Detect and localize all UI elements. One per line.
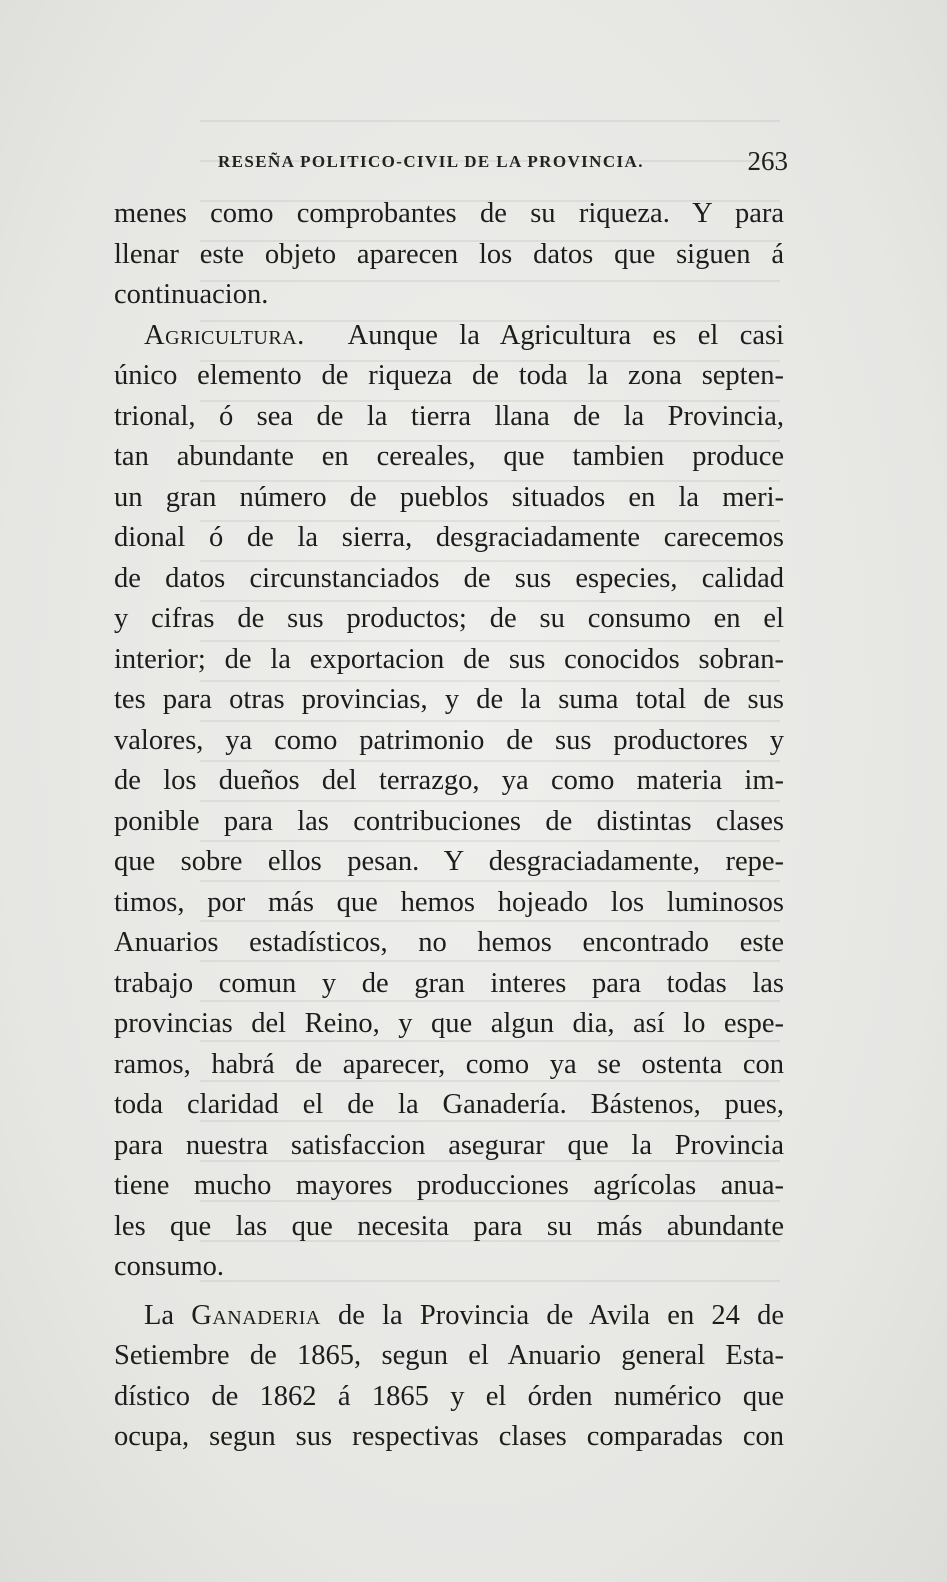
section-head-ganaderia: Ganaderia <box>191 1299 321 1331</box>
text-line: toda claridad el de la Ganadería. Bástenos, pues, <box>114 1089 784 1120</box>
text-line: tiene mucho mayores producciones agrícolas anua- <box>114 1170 784 1201</box>
text-line: ramos, habrá de aparecer, como ya se ostenta con <box>114 1048 784 1080</box>
text-line: Aunque la Agricultura es el casi <box>347 319 785 351</box>
ganaderia-prefix: La <box>144 1299 175 1331</box>
text-line: continuacion. <box>114 279 269 310</box>
text-line: les que las que necesita para su más abundante <box>114 1210 784 1242</box>
text-line: ocupa, segun sus respectivas clases comparadas con <box>114 1421 784 1452</box>
text-line: de los dueños del terrazgo, ya como materia im- <box>114 765 784 796</box>
text-line: de datos circunstanciados de sus especies, calidad <box>114 562 784 594</box>
text-line: dístico de 1862 á 1865 y el órden numérico que <box>114 1380 784 1412</box>
text-line: valores, ya como patrimonio de sus productores y <box>114 724 784 756</box>
text-line: tes para otras provincias, y de la suma total de sus <box>114 684 784 715</box>
text-line: trional, ó sea de la tierra llana de la Provincia, <box>114 400 784 432</box>
text-line: interior; de la exportacion de sus conocidos sobran- <box>114 643 784 675</box>
text-line: Anuarios estadísticos, no hemos encontrado este <box>114 927 784 958</box>
text-line: único elemento de riqueza de toda la zona septen- <box>114 360 784 391</box>
text-line: dional ó de la sierra, desgraciadamente carecemos <box>114 522 784 553</box>
text-line: de la Provincia de Avila en 24 de <box>338 1299 785 1331</box>
text-line: ponible para las contribuciones de distintas clases <box>114 805 784 837</box>
body-text <box>114 194 784 1458</box>
running-head: RESEÑA POLITICO-CIVIL DE LA PROVINCIA. <box>218 152 644 171</box>
text-line: para nuestra satisfaccion asegurar que la Provincia <box>114 1129 784 1161</box>
page-number: 263 <box>747 146 788 176</box>
text-line: y cifras de sus productos; de su consumo en el <box>114 603 784 634</box>
text-line: un gran número de pueblos situados en la meri- <box>114 481 784 513</box>
text-line: tan abundante en cereales, que tambien produce <box>114 441 784 472</box>
page-header <box>114 146 788 180</box>
text-line: llenar este objeto aparecen los datos que siguen á <box>114 238 784 270</box>
paragraph-gap <box>114 1288 784 1296</box>
paragraph-agricultura-first-line <box>114 316 784 357</box>
text-line: trabajo comun y de gran interes para todas las <box>114 967 784 999</box>
text-line: que sobre ellos pesan. Y desgraciadamente, repe- <box>114 846 784 877</box>
text-line: menes como comprobantes de su riqueza. Y para <box>114 198 784 229</box>
section-head-agricultura: Agricultura. <box>144 319 305 351</box>
text-line: provincias del Reino, y que algun dia, así lo espe- <box>114 1008 784 1039</box>
paragraph-ganaderia-first-line <box>114 1296 784 1337</box>
text-line: Setiembre de 1865, segun el Anuario general Esta- <box>114 1340 784 1371</box>
text-line: timos, por más que hemos hojeado los luminosos <box>114 886 784 918</box>
text-line: consumo. <box>114 1251 225 1282</box>
